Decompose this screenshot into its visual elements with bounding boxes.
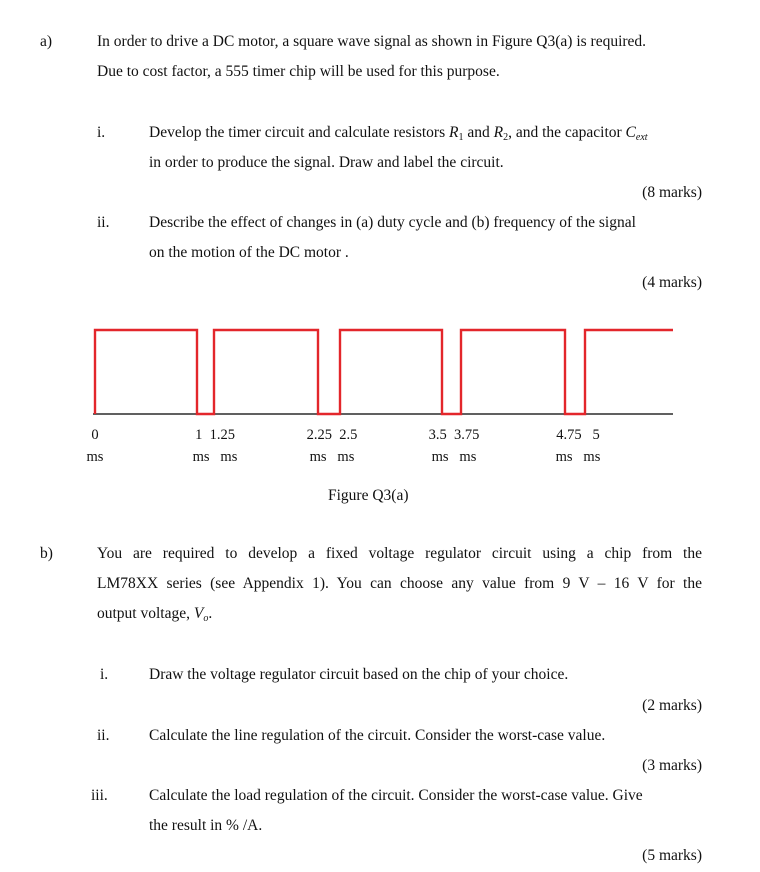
question-b-ii-number: ii. [97, 727, 110, 744]
part-a-intro-line1: In order to drive a DC motor, a square wave signal as shown in Figure Q3(a) is required. [97, 33, 647, 50]
part-b-line3 [97, 605, 212, 624]
figure-caption: Figure Q3(a) [328, 487, 409, 504]
question-b-iii-line2: the result in % /A. [149, 817, 263, 834]
question-a-ii-line1: Describe the effect of changes in (a) duty cycle and (b) frequency of the signal [149, 214, 636, 231]
question-a-i-number: i. [97, 124, 106, 141]
square-wave-signal [95, 330, 673, 414]
tick-label-4: 4.75 5 [556, 427, 600, 443]
part-b-line3-text: output voltage, [97, 605, 194, 622]
part-b-line3-period: . [208, 605, 213, 622]
question-a-i-and: and [463, 124, 494, 141]
tick-label-0: 0 [91, 427, 99, 443]
question-a-i-marks: (8 marks) [642, 184, 702, 201]
tick-label-3: 3.5 3.75 [428, 427, 480, 443]
question-b-ii-text: Calculate the line regulation of the circuit. Consider the worst-case value. [149, 727, 606, 744]
part-b-label: b) [40, 545, 53, 562]
part-a-label: a) [40, 33, 53, 50]
resistor-r2-subscript: 2 [503, 132, 509, 143]
tick-unit-0: ms [86, 449, 104, 465]
part-b-line2: LM78XX series (see Appendix 1). You can choose any value from 9 V – 16 V for the [97, 575, 702, 592]
capacitor-subscript: ext [635, 132, 648, 143]
question-a-i-text-end: , and the capacitor [508, 124, 626, 141]
question-b-ii-marks: (3 marks) [642, 757, 702, 774]
capacitor-symbol: C [625, 124, 636, 141]
question-b-i-text: Draw the voltage regulator circuit based on the chip of your choice. [149, 666, 569, 683]
output-voltage-subscript: o [203, 613, 209, 624]
tick-label-1: 1 1.25 [195, 427, 235, 443]
resistor-r1-symbol: R [448, 124, 459, 141]
tick-unit-1: ms ms [192, 449, 238, 465]
question-b-iii-marks: (5 marks) [642, 847, 702, 864]
part-a-intro-line2: Due to cost factor, a 555 timer chip will be used for this purpose. [97, 63, 500, 80]
tick-unit-2: ms ms [309, 449, 355, 465]
question-b-iii-number: iii. [91, 787, 108, 804]
tick-label-2: 2.25 2.5 [306, 427, 358, 443]
part-b-line1: You are required to develop a fixed voltage regulator circuit using a chip from the [97, 545, 702, 562]
question-a-ii-marks: (4 marks) [642, 274, 702, 291]
question-b-iii-line1: Calculate the load regulation of the circuit. Consider the worst-case value. Give [149, 787, 643, 804]
output-voltage-symbol: V [193, 605, 204, 622]
resistor-r2-symbol: R [493, 124, 504, 141]
question-a-i-line2: in order to produce the signal. Draw and label the circuit. [149, 154, 504, 171]
question-a-i-text-start: Develop the timer circuit and calculate resistors [149, 124, 449, 141]
question-b-i-number: i. [100, 666, 109, 683]
resistor-r1-subscript: 1 [458, 132, 464, 143]
tick-unit-3: ms ms [431, 449, 477, 465]
tick-unit-4: ms ms [555, 449, 601, 465]
question-b-i-marks: (2 marks) [642, 697, 702, 714]
question-a-ii-number: ii. [97, 214, 110, 231]
question-a-ii-line2: on the motion of the DC motor . [149, 244, 349, 261]
